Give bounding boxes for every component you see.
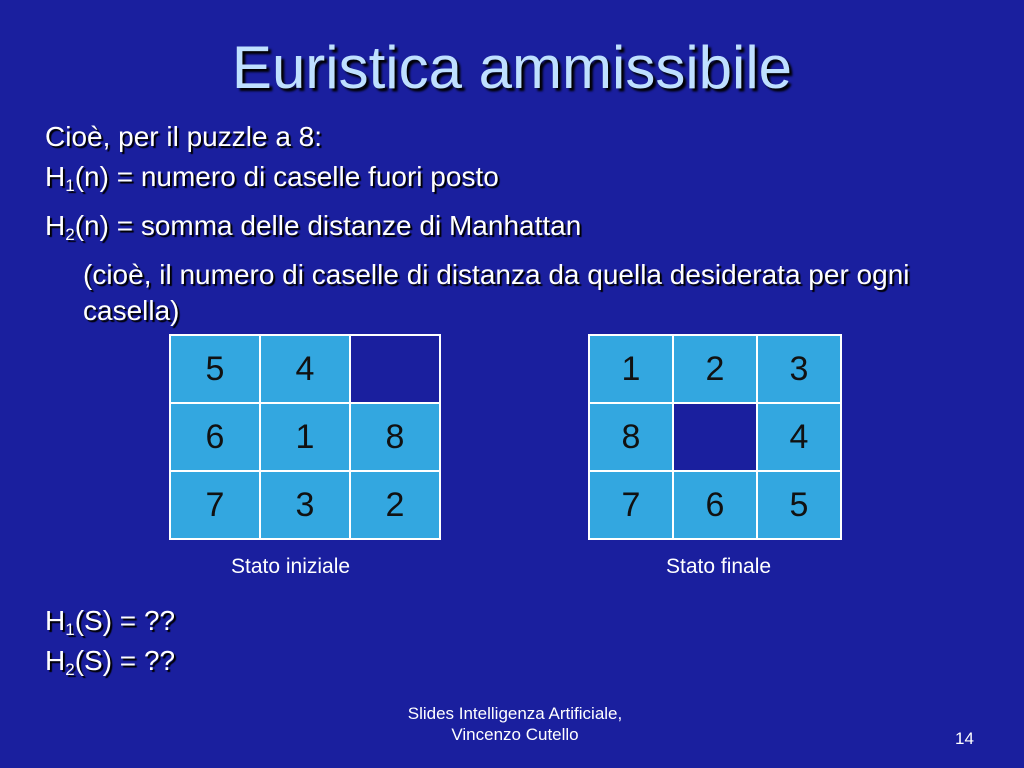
h1-definition <box>45 157 995 206</box>
q2-text: (S) = ?? <box>74 645 176 676</box>
q2-letter: H <box>45 645 66 676</box>
puzzle-tile: 5 <box>170 335 260 403</box>
grid-row <box>170 335 440 403</box>
puzzle-tile: 2 <box>673 335 757 403</box>
puzzle-tile: 6 <box>673 471 757 539</box>
footer-author: Vincenzo Cutello <box>451 725 579 744</box>
final-state-grid <box>588 334 842 540</box>
empty-tile <box>350 335 440 403</box>
puzzle-tile: 7 <box>170 471 260 539</box>
q2-subscript: 2 <box>65 660 75 679</box>
intro-line: Cioè, per il puzzle a 8: <box>45 121 323 152</box>
final-state-caption: Stato finale <box>666 555 772 578</box>
puzzle-tile: 8 <box>589 403 673 471</box>
puzzle-tile: 3 <box>757 335 841 403</box>
q1-text: (S) = ?? <box>74 605 176 636</box>
puzzle-tile: 2 <box>350 471 440 539</box>
h2-definition-text: (n) = somma delle distanze di Manhattan <box>74 210 582 241</box>
puzzle-tile: 1 <box>589 335 673 403</box>
h1-letter: H <box>45 161 66 192</box>
page-number: 14 <box>955 729 974 748</box>
puzzle-tile: 7 <box>589 471 673 539</box>
puzzle-tile: 4 <box>757 403 841 471</box>
puzzle-tile: 4 <box>260 335 350 403</box>
h1-subscript: 1 <box>65 176 75 195</box>
grid-row <box>170 403 440 471</box>
manhattan-explanation: (cioè, il numero di caselle di distanza da quella desiderata per ogni casella) <box>83 259 910 326</box>
q1-subscript: 1 <box>65 620 75 639</box>
h2-letter: H <box>45 210 66 241</box>
puzzle-tile: 5 <box>757 471 841 539</box>
initial-state-caption: Stato iniziale <box>231 555 351 578</box>
grid-row <box>589 471 841 539</box>
puzzle-tile: 8 <box>350 403 440 471</box>
footer-course: Slides Intelligenza Artificiale, <box>407 704 623 723</box>
puzzle-tile: 6 <box>170 403 260 471</box>
puzzle-tile: 1 <box>260 403 350 471</box>
slide-title: Euristica ammissibile <box>231 34 793 101</box>
h2-subscript: 2 <box>65 225 75 244</box>
slide-footer <box>380 703 650 745</box>
grid-row <box>170 471 440 539</box>
empty-tile <box>673 403 757 471</box>
q1-letter: H <box>45 605 66 636</box>
h2-definition <box>45 206 995 255</box>
h2-question <box>45 645 175 680</box>
grid-row <box>589 403 841 471</box>
initial-state-grid <box>169 334 441 540</box>
h1-definition-text: (n) = numero di caselle fuori posto <box>74 161 499 192</box>
slide-body <box>45 117 995 329</box>
h1-question <box>45 605 175 640</box>
grid-row <box>589 335 841 403</box>
puzzle-tile: 3 <box>260 471 350 539</box>
